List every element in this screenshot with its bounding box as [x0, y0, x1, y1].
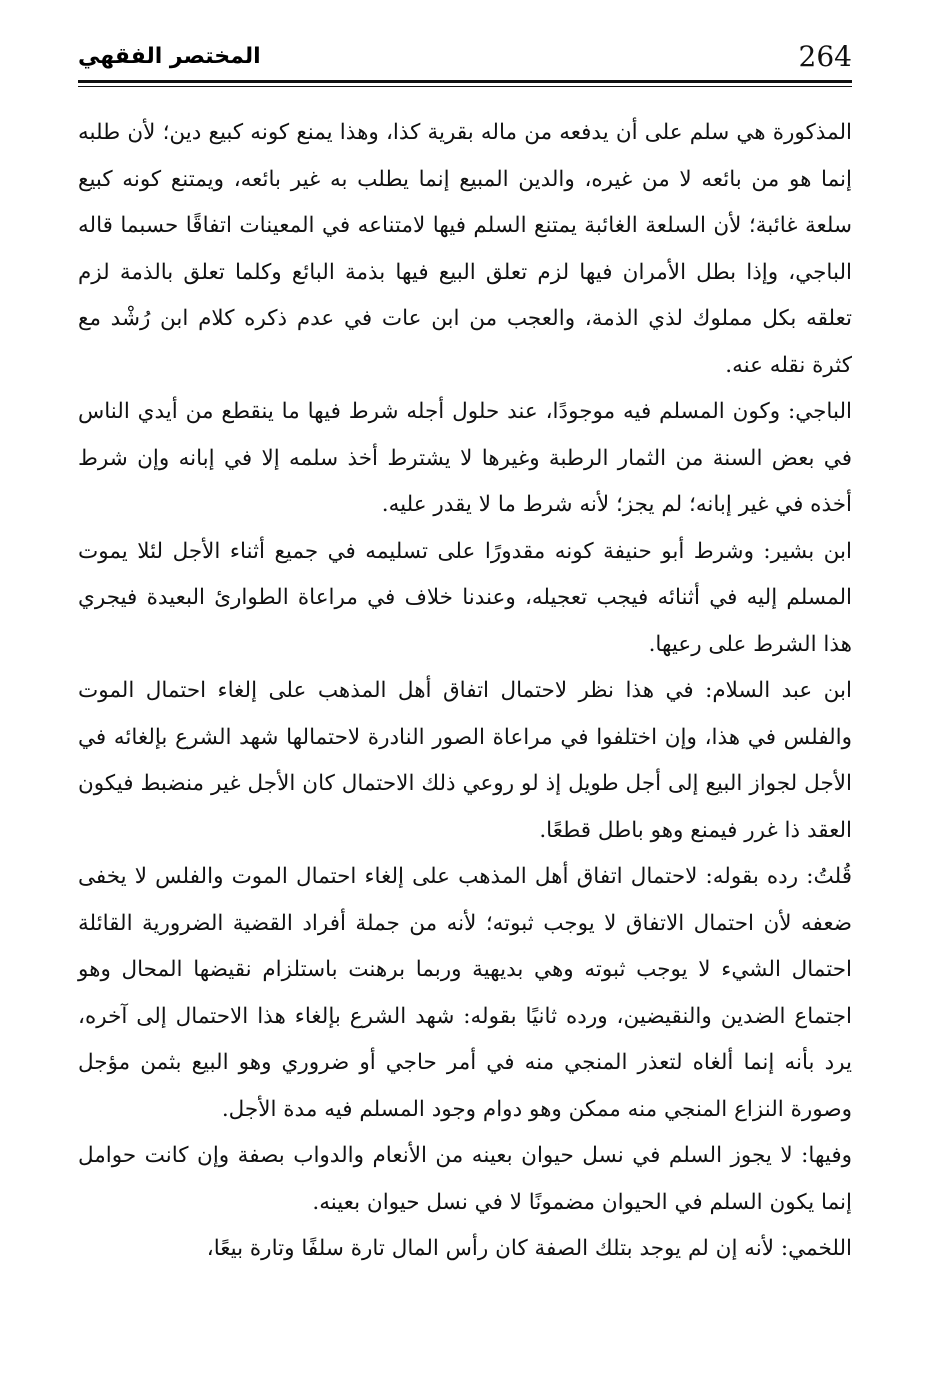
paragraph-ibn-abd-al-salam: ابن عبد السلام: في هذا نظر لاحتمال اتفاق أهل المذهب على إلغاء احتمال الموت والفلس في هذا، وإن اختلفوا في مراعاة الصور النادرة لاحتمالها شهد الشرع بإلغائه في الأجل لجواز البيع إلى أجل طويل إذ لو روعي ذلك الاحتمال كان الأجل غير منضبط فيكون العقد ذا غرر فيمنع وهو باطل قطعًا. — [78, 678, 852, 843]
page-number: 264 — [798, 40, 852, 73]
body-text — [78, 110, 852, 1273]
paragraph-ibn-bashir: ابن بشير: وشرط أبو حنيفة كونه مقدورًا على تسليمه في جميع أثناء الأجل لئلا يموت المسلم إليه في أثنائه فيجب تعجيله، وعندنا خلاف في مراعاة الطوارئ البعيدة فيجري هذا الشرط على رعيها. — [78, 538, 852, 657]
paragraph-continuation: المذكورة هي سلم على أن يدفعه من ماله بقرية كذا، وهذا يمنع كونه كبيع دين؛ لأن طلبه إنما هو من بائعه لا من غيره، والدين المبيع إنما يطلب به غير بائعه، ويمتنع كونه كبيع سلعة غائبة؛ لأن السلعة الغائبة يمتنع السلم فيها لامتناعه في المعينات اتفاقًا حسبما قاله الباجي، وإذا بطل الأمران فيها لزم تعلق البيع فيها بذمة البائع وكلما تعلق بالذمة لزم تعلقه بكل مملوك لذي الذمة، والعجب من ابن عات في عدم ذكره كلام ابن رُشْد مع كثرة نقله عنه. — [78, 120, 852, 378]
paragraph-lakhmi: اللخمي: لأنه إن لم يوجد بتلك الصفة كان رأس المال تارة سلفًا وتارة بيعًا، — [206, 1236, 852, 1261]
header-rule-thick — [78, 80, 852, 83]
page-header — [78, 38, 852, 90]
paragraph-baji: الباجي: وكون المسلم فيه موجودًا، عند حلول أجله شرط فيها ما ينقطع من أيدي الناس في بعض السنة من الثمار الرطبة وغيرها لا يشترط أخذ سلمه إلا في إبانه وإن شرط أخذه في غير إبانه؛ لم يجز؛ لأنه شرط ما لا يقدر عليه. — [78, 399, 852, 517]
paragraph-wa-fiha: وفيها: لا يجوز السلم في نسل حيوان بعينه من الأنعام والدواب بصفة وإن كانت حوامل إنما يكون السلم في الحيوان مضمونًا لا في نسل حيوان بعينه. — [78, 1143, 852, 1215]
header-rule-thin — [78, 86, 852, 87]
running-title: المختصر الفقهي — [78, 44, 261, 69]
paragraph-qultu: قُلتُ: رده بقوله: لاحتمال اتفاق أهل المذهب على إلغاء احتمال الموت والفلس لا يخفى ضعفه لأن احتمال الاتفاق لا يوجب ثبوته؛ لأنه من جملة أفراد القضية الضرورية القائلة احتمال الشيء لا يوجب ثبوته وهي بديهية وربما برهنت باستلزام نقيضها المحال وهو اجتماع الضدين والنقيضين، ورده ثانيًا بقوله: شهد الشرع بإلغاء هذا الاحتمال إلى آخره، يرد بأنه إنما ألغاه لتعذر المنجي منه في أمر حاجي أو ضروري وهو البيع بثمن مؤجل وصورة النزاع المنجي منه ممكن وهو دوام وجود المسلم فيه مدة الأجل. — [78, 864, 852, 1122]
